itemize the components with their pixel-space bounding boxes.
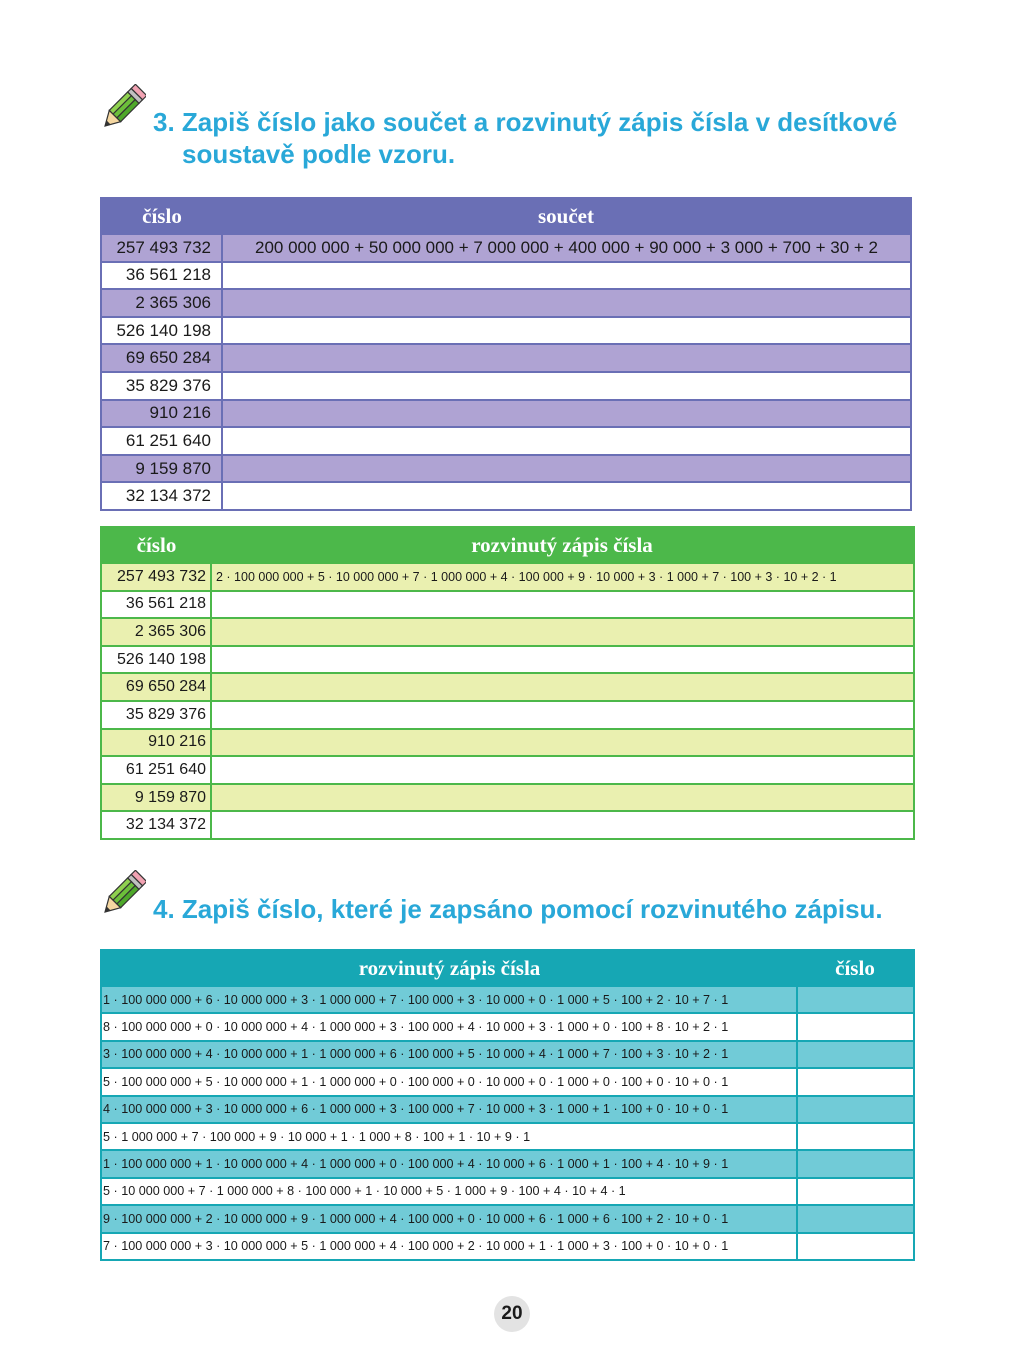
- number-cell: 257 493 732: [101, 563, 211, 591]
- number-cell: 526 140 198: [101, 317, 222, 345]
- header-cislo: číslo: [101, 527, 211, 563]
- table-row: [101, 317, 911, 345]
- task-3-title-line2: soustavě podle vzoru.: [182, 139, 456, 169]
- answer-cell[interactable]: [222, 455, 911, 483]
- table-row: [101, 1178, 914, 1205]
- table-row: [101, 400, 911, 428]
- number-cell: 32 134 372: [101, 811, 211, 839]
- answer-cell[interactable]: [211, 729, 914, 757]
- number-cell: 2 365 306: [101, 289, 222, 317]
- task-3-title-line1: Zapiš číslo jako součet a rozvinutý zápis čísla v desítkové: [181, 107, 898, 137]
- table-row: [101, 563, 914, 591]
- answer-cell[interactable]: [211, 591, 914, 619]
- answer-cell: 200 000 000 + 50 000 000 + 7 000 000 + 400 000 + 90 000 + 3 000 + 700 + 30 + 2: [222, 234, 911, 262]
- answer-cell[interactable]: [222, 317, 911, 345]
- reverse-table: [100, 949, 915, 1261]
- answer-cell[interactable]: [797, 1096, 914, 1123]
- number-cell: 69 650 284: [101, 344, 222, 372]
- expanded-cell: 9 · 100 000 000 + 2 · 10 000 000 + 9 · 1 000 000 + 4 · 100 000 + 0 · 10 000 + 6 · 1 000 + 6 · 100 + 2 · 10 + 0 · 1: [101, 1205, 797, 1232]
- answer-cell[interactable]: [797, 1205, 914, 1232]
- answer-cell[interactable]: [211, 673, 914, 701]
- number-cell: 36 561 218: [101, 262, 222, 290]
- task-4-title-text: Zapiš číslo, které je zapsáno pomocí rozvinutého zápisu.: [181, 894, 883, 924]
- number-cell: 910 216: [101, 400, 222, 428]
- task-3-number: 3.: [153, 107, 175, 137]
- expanded-table: [100, 526, 915, 840]
- table-row: [101, 986, 914, 1013]
- number-cell: 9 159 870: [101, 455, 222, 483]
- table-row: [101, 784, 914, 812]
- answer-cell[interactable]: [222, 427, 911, 455]
- expanded-cell: 1 · 100 000 000 + 1 · 10 000 000 + 4 · 1 000 000 + 0 · 100 000 + 4 · 10 000 + 6 · 1 000 + 1 · 100 + 4 · 10 + 9 · 1: [101, 1150, 797, 1177]
- table-row: [101, 591, 914, 619]
- table-row: [101, 289, 911, 317]
- table-row: [101, 427, 911, 455]
- answer-cell[interactable]: [797, 986, 914, 1013]
- expanded-cell: 8 · 100 000 000 + 0 · 10 000 000 + 4 · 1 000 000 + 3 · 100 000 + 4 · 10 000 + 3 · 1 000 + 0 · 100 + 8 · 10 + 2 · 1: [101, 1013, 797, 1040]
- table-row: [101, 372, 911, 400]
- header-cislo: číslo: [797, 950, 914, 986]
- table-row: [101, 482, 911, 510]
- table-row: [101, 234, 911, 262]
- number-cell: 257 493 732: [101, 234, 222, 262]
- table-row: [101, 729, 914, 757]
- number-cell: 61 251 640: [101, 427, 222, 455]
- answer-cell[interactable]: [222, 372, 911, 400]
- expanded-cell: 3 · 100 000 000 + 4 · 10 000 000 + 1 · 1 000 000 + 6 · 100 000 + 5 · 10 000 + 4 · 1 000 + 7 · 100 + 3 · 10 + 2 · 1: [101, 1041, 797, 1068]
- answer-cell[interactable]: [797, 1041, 914, 1068]
- number-cell: 61 251 640: [101, 756, 211, 784]
- answer-cell[interactable]: [211, 701, 914, 729]
- table-row: [101, 1068, 914, 1095]
- answer-cell[interactable]: [797, 1178, 914, 1205]
- answer-cell[interactable]: [211, 618, 914, 646]
- pencil-icon: [98, 870, 146, 920]
- header-rozvinuty-zapis: rozvinutý zápis čísla: [211, 527, 914, 563]
- header-soucet: součet: [222, 198, 911, 234]
- table-row: [101, 756, 914, 784]
- table-row: [101, 1041, 914, 1068]
- answer-cell[interactable]: [211, 811, 914, 839]
- sum-table: [100, 197, 912, 511]
- number-cell: 69 650 284: [101, 673, 211, 701]
- answer-cell: 2 · 100 000 000 + 5 · 10 000 000 + 7 · 1 000 000 + 4 · 100 000 + 9 · 10 000 + 3 · 1 000 + 7 · 100 + 3 · 10 + 2 · 1: [211, 563, 914, 591]
- table-row: [101, 1150, 914, 1177]
- answer-cell[interactable]: [797, 1150, 914, 1177]
- answer-cell[interactable]: [222, 344, 911, 372]
- number-cell: 2 365 306: [101, 618, 211, 646]
- expanded-cell: 4 · 100 000 000 + 3 · 10 000 000 + 6 · 1 000 000 + 3 · 100 000 + 7 · 10 000 + 3 · 1 000 + 1 · 100 + 0 · 10 + 0 · 1: [101, 1096, 797, 1123]
- table-row: [101, 701, 914, 729]
- answer-cell[interactable]: [797, 1068, 914, 1095]
- table-row: [101, 455, 911, 483]
- table-row: [101, 618, 914, 646]
- number-cell: 35 829 376: [101, 372, 222, 400]
- expanded-cell: 7 · 100 000 000 + 3 · 10 000 000 + 5 · 1 000 000 + 4 · 100 000 + 2 · 10 000 + 1 · 1 000 + 3 · 100 + 0 · 10 + 0 · 1: [101, 1233, 797, 1260]
- header-cislo: číslo: [101, 198, 222, 234]
- answer-cell[interactable]: [222, 482, 911, 510]
- answer-cell[interactable]: [211, 756, 914, 784]
- table-row: [101, 646, 914, 674]
- answer-cell[interactable]: [797, 1013, 914, 1040]
- table-row: [101, 1233, 914, 1260]
- expanded-cell: 5 · 10 000 000 + 7 · 1 000 000 + 8 · 100 000 + 1 · 10 000 + 5 · 1 000 + 9 · 100 + 4 · 10 + 4 · 1: [101, 1178, 797, 1205]
- expanded-cell: 5 · 1 000 000 + 7 · 100 000 + 9 · 10 000 + 1 · 1 000 + 8 · 100 + 1 · 10 + 9 · 1: [101, 1123, 797, 1150]
- table-row: [101, 344, 911, 372]
- number-cell: 35 829 376: [101, 701, 211, 729]
- header-rozvinuty-zapis: rozvinutý zápis čísla: [101, 950, 797, 986]
- table-row: [101, 1013, 914, 1040]
- page-number: 20: [494, 1296, 530, 1332]
- expanded-cell: 1 · 100 000 000 + 6 · 10 000 000 + 3 · 1 000 000 + 7 · 100 000 + 3 · 10 000 + 0 · 1 000 + 5 · 100 + 2 · 10 + 7 · 1: [101, 986, 797, 1013]
- task-4-title: [153, 893, 883, 925]
- answer-cell[interactable]: [797, 1123, 914, 1150]
- number-cell: 526 140 198: [101, 646, 211, 674]
- task-3-title: [153, 106, 897, 170]
- expanded-cell: 5 · 100 000 000 + 5 · 10 000 000 + 1 · 1 000 000 + 0 · 100 000 + 0 · 10 000 + 0 · 1 000 + 0 · 100 + 0 · 10 + 0 · 1: [101, 1068, 797, 1095]
- answer-cell[interactable]: [222, 262, 911, 290]
- table-row: [101, 811, 914, 839]
- table-row: [101, 1205, 914, 1232]
- number-cell: 910 216: [101, 729, 211, 757]
- task-4-number: 4.: [153, 894, 175, 924]
- answer-cell[interactable]: [222, 400, 911, 428]
- number-cell: 36 561 218: [101, 591, 211, 619]
- answer-cell[interactable]: [222, 289, 911, 317]
- number-cell: 9 159 870: [101, 784, 211, 812]
- number-cell: 32 134 372: [101, 482, 222, 510]
- answer-cell[interactable]: [211, 784, 914, 812]
- table-row: [101, 673, 914, 701]
- answer-cell[interactable]: [797, 1233, 914, 1260]
- table-row: [101, 262, 911, 290]
- table-row: [101, 1123, 914, 1150]
- table-row: [101, 1096, 914, 1123]
- answer-cell[interactable]: [211, 646, 914, 674]
- pencil-icon: [98, 84, 146, 134]
